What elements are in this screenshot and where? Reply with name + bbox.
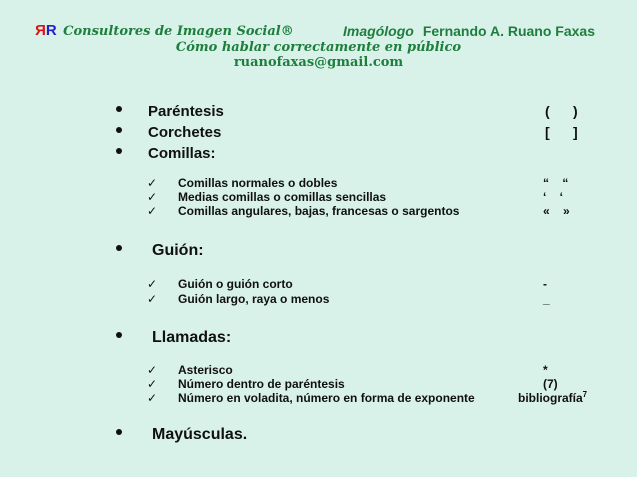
item-label: Guión: <box>152 242 204 259</box>
item-symbol: ( ) <box>545 103 578 119</box>
bullet-icon <box>116 332 122 338</box>
bullet-icon <box>116 429 122 435</box>
item-symbol: « » <box>543 204 570 218</box>
item-label: Guión o guión corto <box>178 277 293 291</box>
item-symbol: (7) <box>543 377 558 391</box>
author-profession: Imagólogo <box>343 23 414 39</box>
item-label: Guión largo, raya o menos <box>178 292 330 306</box>
item-label: Asterisco <box>178 363 233 377</box>
item-label: Comillas: <box>148 145 216 162</box>
bullet-icon <box>116 148 122 154</box>
checkmark-icon: ✓ <box>147 391 158 405</box>
brand-name: Consultores de Imagen Social® <box>63 24 294 39</box>
item-label: Comillas normales o dobles <box>178 176 338 190</box>
checkmark-icon: ✓ <box>147 292 158 306</box>
item-label: Medias comillas o comillas sencillas <box>178 190 387 204</box>
item-label: Corchetes <box>148 124 222 141</box>
logo-reversed-r: R <box>35 22 46 39</box>
bullet-icon <box>116 106 122 112</box>
item-symbol: - <box>543 277 547 291</box>
item-label: Comillas angulares, bajas, francesas o sargentos <box>178 204 460 218</box>
logo-blue-r: R <box>45 22 57 39</box>
contact-email: ruanofaxas@gmail.com <box>233 55 404 70</box>
bullet-icon <box>116 245 122 251</box>
item-label: Paréntesis <box>148 103 224 120</box>
checkmark-icon: ✓ <box>147 277 158 291</box>
item-symbol: [ ] <box>545 124 578 140</box>
checkmark-icon: ✓ <box>147 377 158 391</box>
item-label: Número en voladita, número en forma de exponente <box>178 391 475 405</box>
item-symbol: _ <box>543 292 550 306</box>
item-symbol: “ “ <box>543 176 569 190</box>
author-name: Fernando A. Ruano Faxas <box>422 23 595 39</box>
item-symbol: * <box>543 363 548 377</box>
checkmark-icon: ✓ <box>147 190 158 204</box>
checkmark-icon: ✓ <box>147 363 158 377</box>
item-symbol: bibliografía$^7$ <box>518 390 588 405</box>
item-symbol: ‘ ‘ <box>543 190 564 204</box>
checkmark-icon: ✓ <box>147 176 158 190</box>
symbol-superscript: 7 <box>582 390 588 399</box>
checkmark-icon: ✓ <box>147 204 158 218</box>
slide-subtitle: Cómo hablar correctamente en público <box>175 40 462 55</box>
item-label: Número dentro de paréntesis <box>178 377 345 391</box>
item-label: Mayúsculas. <box>152 426 248 443</box>
bullet-icon <box>116 127 122 133</box>
item-label: Llamadas: <box>152 329 232 346</box>
